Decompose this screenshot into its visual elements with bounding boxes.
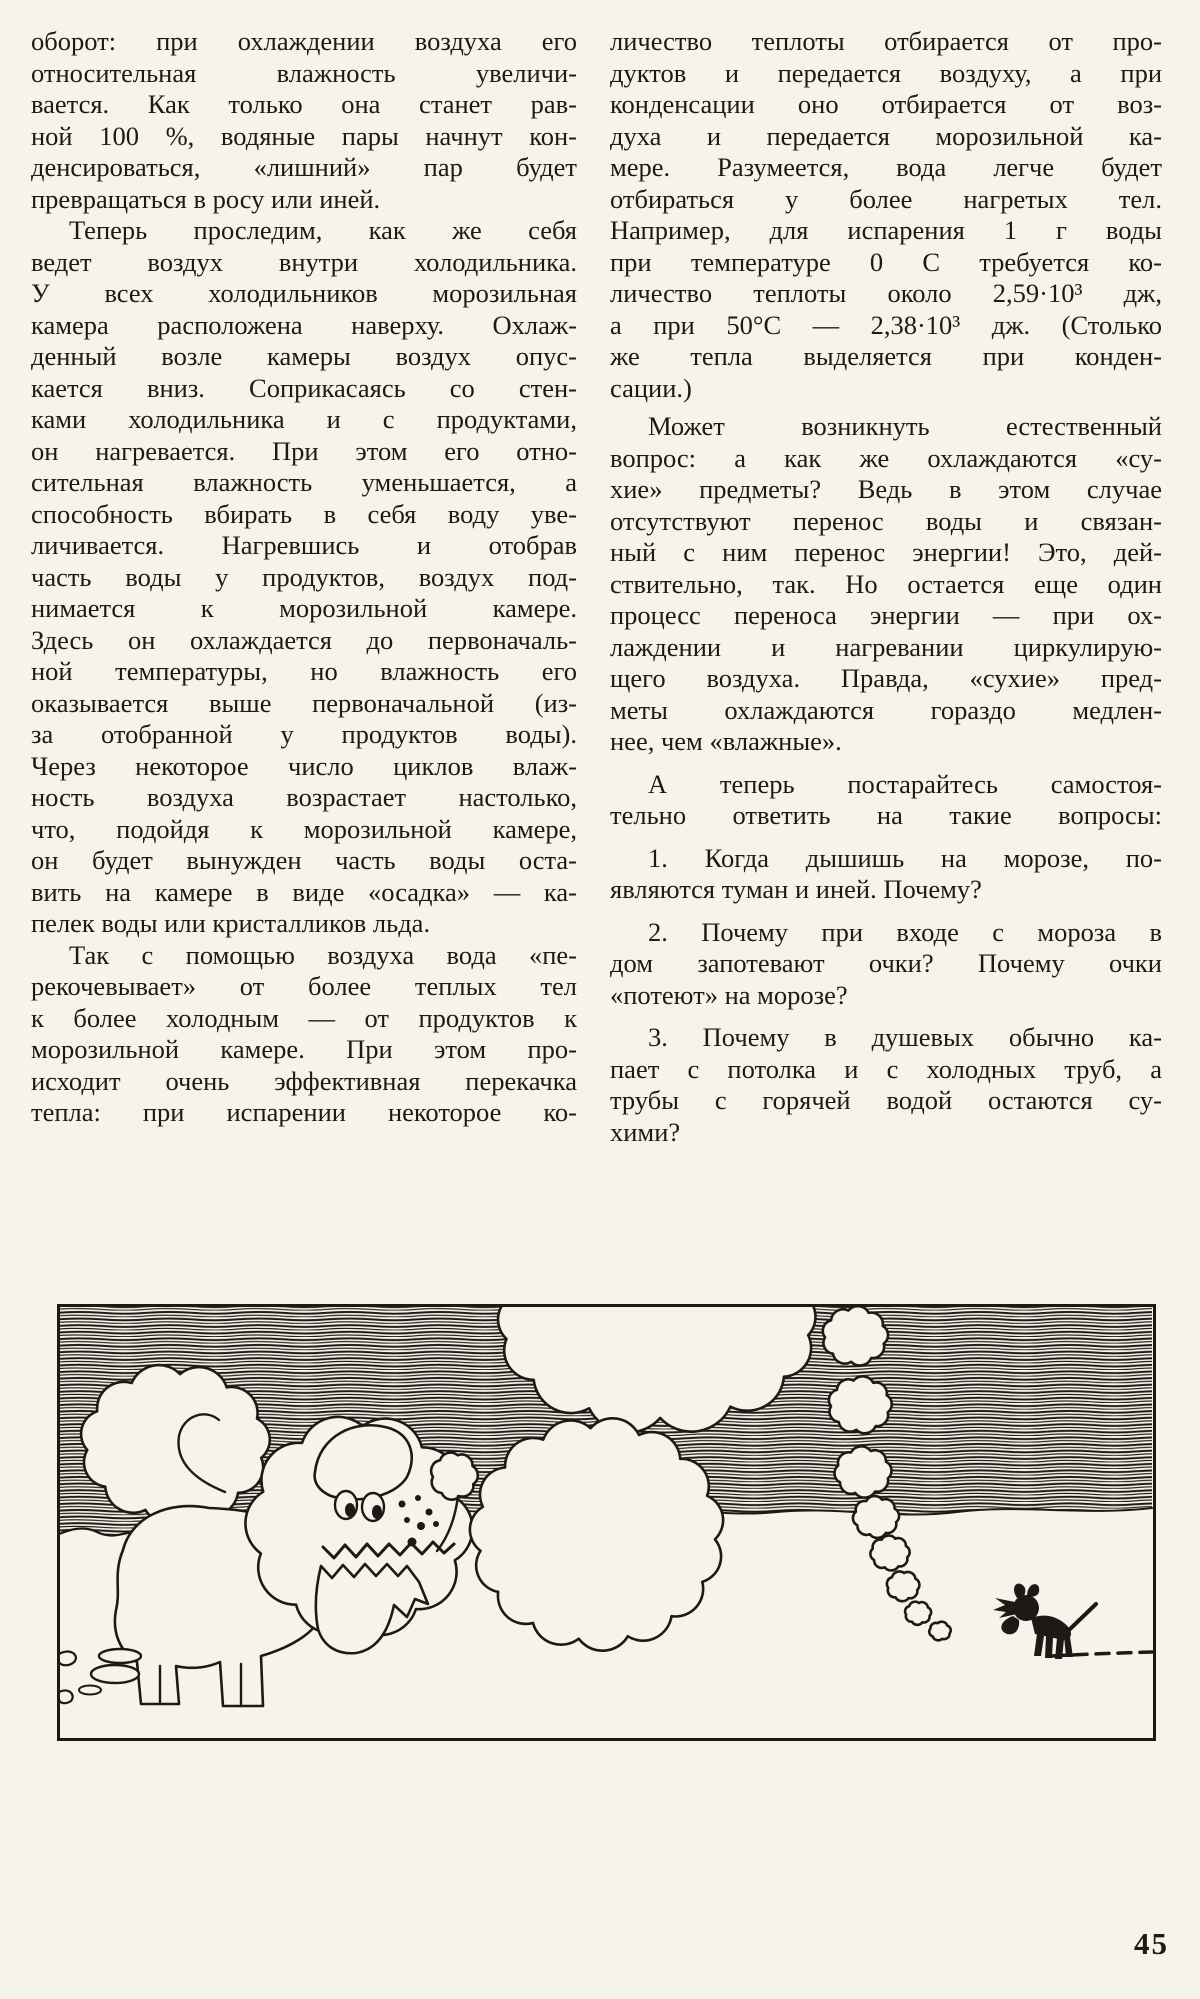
breath-puff <box>829 1376 892 1433</box>
text-line: ведет воздух внутри холодильника. <box>31 246 577 277</box>
text-line: пает с потолка и с холодных труб, а <box>610 1053 1162 1084</box>
text-line: за отобранной у продуктов воды). <box>31 719 577 749</box>
small-dog-part <box>1027 1584 1039 1597</box>
text-line: исходит очень эффективная перекачка <box>31 1065 577 1096</box>
text-line: кается вниз. Соприкасаясь со стен- <box>31 372 577 403</box>
muzzle-spot <box>415 1495 421 1501</box>
text-line: ной температуры, но влажность его <box>31 656 577 686</box>
paragraph <box>610 411 1162 758</box>
text-line: являются туман и иней. Почему? <box>610 874 982 904</box>
text-line: вопрос: а как же охлаждаются «су- <box>610 442 1162 473</box>
text-line: личивается. Нагревшись и отобрав <box>31 530 577 560</box>
small-dog-part <box>1001 1616 1019 1634</box>
pebble <box>91 1665 139 1683</box>
text-line: оборот: при охлаждении воздуха его <box>31 26 577 56</box>
muzzle-spot <box>433 1521 439 1527</box>
text-line: 3. Почему в душевых обычно ка- <box>648 1022 1162 1052</box>
text-line: он нагревается. При этом его отно- <box>31 435 577 466</box>
muzzle-spot <box>426 1509 433 1516</box>
text-line: морозильной камере. При этом про- <box>31 1034 577 1064</box>
breath-puff <box>887 1571 919 1601</box>
text-line: личество теплоты около 2,59·10³ дж, <box>610 278 1162 308</box>
cartoon-illustration <box>57 1304 1156 1741</box>
text-line: камера расположена наверху. Охлаж- <box>31 309 577 340</box>
text-line: Так с помощью воздуха вода «пе- <box>69 939 577 970</box>
text-line: дом запотевают очки? Почему очки <box>610 948 1162 978</box>
text-line: А теперь постарайтесь самостоя- <box>648 768 1162 799</box>
text-line: меты охлаждаются гораздо медлен- <box>610 694 1162 725</box>
text-column-right <box>610 26 1162 1148</box>
text-line: ной 100 %, водяные пары начнут кон- <box>31 120 577 151</box>
text-line: Может возникнуть естественный <box>648 411 1162 441</box>
text-line: Здесь он охлаждается до первоначаль- <box>31 624 577 655</box>
text-line: вается. Как только она станет рав- <box>31 89 577 119</box>
text-line: отбираться у более нагретых тел. <box>610 183 1162 214</box>
text-line: денсироваться, «лишний» пар будет <box>31 152 577 182</box>
text-line: лаждении и нагревании циркулирую- <box>610 631 1162 662</box>
text-line: дуктов и передается воздуху, а при <box>610 57 1162 88</box>
small-black-dog <box>993 1583 1096 1659</box>
pebble <box>59 1652 76 1666</box>
text-line: тельно ответить на такие вопросы: <box>610 800 1162 830</box>
text-line: пелек воды или кристалликов льда. <box>31 908 431 938</box>
text-line: вить на камере в виде «осадка» — ка- <box>31 876 577 907</box>
text-line: личество теплоты отбирается от про- <box>610 26 1162 56</box>
pebble <box>79 1686 101 1695</box>
text-line: сации.) <box>610 372 692 403</box>
big-dog-eye <box>335 1491 357 1519</box>
question-1 <box>610 843 1162 906</box>
text-line: сительная влажность уменьшается, а <box>31 467 577 497</box>
small-dog-part <box>993 1598 1017 1618</box>
text-line: 2. Почему при входе с мороза в <box>648 916 1162 947</box>
small-dog-tail <box>1069 1604 1096 1630</box>
text-line: ный с ним перенос энергии! Это, дей- <box>610 537 1162 567</box>
muzzle-spot <box>399 1501 406 1508</box>
text-column-left <box>31 26 577 1129</box>
pebble <box>99 1649 141 1663</box>
text-line: хие» предметы? Ведь в этом случае <box>610 474 1162 504</box>
text-line: нимается к морозильной камере. <box>31 593 577 623</box>
text-line: тепла: при испарении некоторое ко- <box>31 1097 577 1127</box>
page-number: 45 <box>1134 1926 1169 1961</box>
breath-puff <box>835 1446 892 1497</box>
text-line: же тепла выделяется при конден- <box>610 341 1162 371</box>
paragraph <box>610 769 1162 832</box>
text-line: хими? <box>610 1116 681 1147</box>
paragraph <box>31 215 577 940</box>
text-line: что, подойдя к морозильной камере, <box>31 813 577 844</box>
breath-puff <box>823 1306 888 1365</box>
pupil <box>372 1505 382 1519</box>
pupil <box>345 1503 355 1517</box>
breath-puff <box>905 1602 931 1625</box>
muzzle-spot <box>417 1522 425 1530</box>
text-line: ствительно, так. Но остается еще один <box>610 568 1162 599</box>
question-2 <box>610 917 1162 1012</box>
text-line: 1. Когда дышишь на морозе, по- <box>648 842 1162 873</box>
text-line: относительная влажность увеличи- <box>31 57 577 88</box>
text-line: а при 50°С — 2,38·10³ дж. (Столько <box>610 309 1162 340</box>
muzzle-spot <box>404 1517 410 1523</box>
text-line: мере. Разумеется, вода легче будет <box>610 152 1162 182</box>
big-dog-eye <box>362 1493 384 1521</box>
text-line: Например, для испарения 1 г воды <box>610 215 1162 245</box>
text-line: ность воздуха возрастает настолько, <box>31 782 577 812</box>
breath-puff <box>853 1496 899 1538</box>
text-line: конденсации оно отбирается от воз- <box>610 89 1162 119</box>
open-jaw <box>316 1564 428 1653</box>
paragraph-continuation <box>31 26 577 215</box>
text-line: Через некоторое число циклов влаж- <box>31 750 577 781</box>
cartoon-art <box>59 1304 1152 1706</box>
breath-puff <box>929 1622 950 1641</box>
text-line: трубы с горячей водой остаются су- <box>610 1085 1162 1115</box>
pebble <box>59 1690 73 1703</box>
text-line: ками холодильника и с продуктами, <box>31 404 577 434</box>
text-line: духа и передается морозильной ка- <box>610 120 1162 151</box>
paragraph-continuation <box>610 26 1162 404</box>
text-line: при температуре 0 С требуется ко- <box>610 246 1162 277</box>
text-line: нее, чем «влажные». <box>610 726 842 756</box>
question-3 <box>610 1022 1162 1148</box>
text-line: Теперь проследим, как же себя <box>69 215 577 245</box>
text-line: к более холодным — от продуктов к <box>31 1002 577 1033</box>
text-line: щего воздуха. Правда, «сухие» пред- <box>610 663 1162 693</box>
text-line: У всех холодильников морозильная <box>31 278 577 308</box>
small-dog-part <box>1034 1634 1044 1656</box>
breath-puff <box>870 1536 909 1571</box>
text-line: процесс переноса энергии — при ох- <box>610 600 1162 630</box>
text-line: он будет вынужден часть воды оста- <box>31 845 577 875</box>
text-line: рекочевывает» от более теплых тел <box>31 971 577 1001</box>
paragraph <box>31 940 577 1129</box>
text-line: денный возле камеры воздух опус- <box>31 341 577 371</box>
text-line: отсутствуют перенос воды и связан- <box>610 505 1162 536</box>
text-line: часть воды у продуктов, воздух под- <box>31 561 577 592</box>
illustration-frame <box>57 1304 1156 1741</box>
big-dog-nose <box>431 1453 478 1500</box>
text-line: превращаться в росу или иней. <box>31 183 381 214</box>
text-line: «потеют» на морозе? <box>610 979 848 1010</box>
text-line: оказывается выше первоначальной (из- <box>31 687 577 718</box>
text-line: способность вбирать в себя воду уве- <box>31 498 577 529</box>
